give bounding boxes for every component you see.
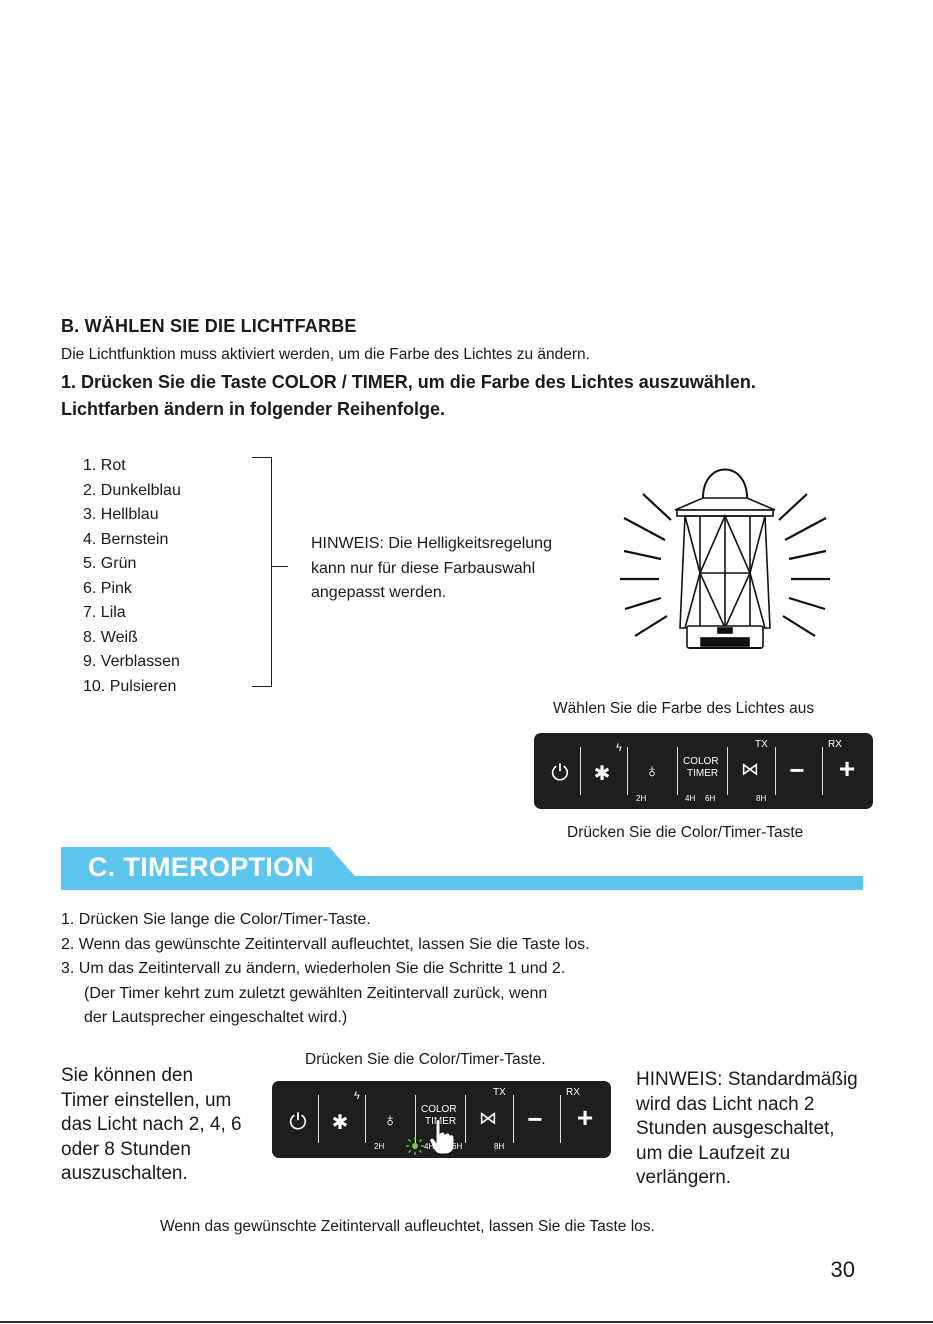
- rx-label: RX: [566, 1087, 580, 1098]
- tx-label: TX: [493, 1087, 506, 1098]
- flash-icon: ϟ: [354, 1090, 360, 1102]
- tx-label: TX: [755, 739, 768, 750]
- timer-2h-label: 2H: [636, 794, 647, 803]
- color-sequence-list: [83, 454, 181, 699]
- press-button-caption-2: Drücken Sie die Color/Timer-Taste.: [305, 1051, 546, 1068]
- power-icon[interactable]: ⏻: [551, 760, 569, 785]
- color-timer-label-1[interactable]: COLOR: [683, 756, 719, 767]
- divider: [775, 747, 776, 795]
- flash-icon: ϟ: [616, 742, 622, 754]
- control-panel-timer: [272, 1081, 611, 1158]
- timer-2h-label: 2H: [374, 1142, 385, 1151]
- timer-8h-label: 8H: [494, 1142, 505, 1151]
- list-item: 4. Bernstein: [83, 530, 169, 548]
- list-item: 3. Hellblau: [83, 506, 159, 523]
- light-bulb-icon[interactable]: ♁: [644, 761, 660, 782]
- list-item: 9. Verblassen: [83, 653, 180, 670]
- choose-color-caption: Wählen Sie die Farbe des Lichtes aus: [553, 700, 815, 717]
- list-item: 6. Pink: [83, 579, 132, 597]
- release-button-caption: Wenn das gewünschte Zeitintervall aufleuchtet, lassen Sie die Taste los.: [160, 1218, 655, 1235]
- page-number: 30: [830, 1257, 855, 1282]
- timer-6h-label: 6H: [705, 794, 716, 803]
- timer-8h-label: 8H: [756, 794, 767, 803]
- list-item: 10. Pulsieren: [83, 677, 177, 695]
- timer-steps: [61, 908, 590, 1031]
- timer-4h-label: 4H: [424, 1142, 435, 1151]
- list-item: der Lautsprecher eingeschaltet wird.): [84, 1009, 348, 1027]
- volume-down-button[interactable]: −: [527, 1104, 543, 1134]
- bracket-pointer: [272, 566, 288, 567]
- control-panel-color: [534, 733, 873, 809]
- color-timer-label-2[interactable]: TIMER: [687, 768, 719, 779]
- section-b-instruction: 1. Drücken Sie die Taste COLOR / TIMER, um die Farbe des Lichtes auszuwählen.: [61, 372, 756, 392]
- section-c-heading: C. TIMEROPTION: [88, 852, 315, 882]
- list-item: 1. Drücken Sie lange die Color/Timer-Taste.: [61, 911, 371, 928]
- divider: [318, 1095, 319, 1143]
- timer-info-text: Sie können den Timer einstellen, um das Licht nach 2, 4, 6 oder 8 Stunden auszuschalten.: [61, 1065, 242, 1184]
- divider: [365, 1095, 366, 1143]
- press-button-caption: Drücken Sie die Color/Timer-Taste: [567, 824, 804, 841]
- list-item: 1. Rot: [83, 457, 126, 474]
- divider: [560, 1095, 561, 1143]
- power-icon[interactable]: ⏻: [289, 1109, 307, 1134]
- bluetooth-icon[interactable]: ✱: [331, 1112, 349, 1134]
- color-timer-label-2[interactable]: TIMER: [425, 1116, 457, 1127]
- volume-down-button[interactable]: −: [789, 755, 805, 785]
- tws-pair-icon[interactable]: ⋈: [479, 1108, 497, 1128]
- rx-label: RX: [828, 739, 842, 750]
- divider: [580, 747, 581, 795]
- bluetooth-icon[interactable]: ✱: [593, 763, 611, 785]
- volume-up-button[interactable]: +: [576, 1102, 594, 1133]
- list-item: 3. Um das Zeitintervall zu ändern, wiederholen Sie die Schritte 1 und 2.: [61, 960, 566, 978]
- list-item: 7. Lila: [83, 604, 126, 621]
- divider: [727, 747, 728, 795]
- divider: [513, 1095, 514, 1143]
- brightness-note: HINWEIS: Die Helligkeitsregelung kann nur für diese Farbauswahl angepasst werden.: [311, 535, 552, 601]
- timer-4h-label: 4H: [685, 794, 696, 803]
- divider: [822, 747, 823, 795]
- list-item: 8. Weiß: [83, 628, 138, 646]
- divider: [415, 1095, 416, 1143]
- volume-up-button[interactable]: +: [838, 753, 856, 784]
- active-led-icon: [406, 1137, 424, 1155]
- tws-pair-icon[interactable]: ⋈: [741, 759, 759, 779]
- lantern-illustration: [615, 458, 835, 663]
- section-b-intro: Die Lichtfunktion muss aktiviert werden, um die Farbe des Lichtes zu ändern.: [61, 346, 590, 363]
- list-bracket: [252, 457, 272, 687]
- list-item: 2. Dunkelblau: [83, 481, 181, 499]
- list-item: 2. Wenn das gewünschte Zeitintervall aufleuchtet, lassen Sie die Taste los.: [61, 935, 590, 953]
- section-b-heading: B. WÄHLEN SIE DIE LICHTFARBE: [61, 316, 357, 336]
- divider: [627, 747, 628, 795]
- divider: [465, 1095, 466, 1143]
- light-bulb-icon[interactable]: ♁: [382, 1110, 398, 1131]
- list-item: 5. Grün: [83, 555, 137, 572]
- color-timer-label-1[interactable]: COLOR: [421, 1104, 457, 1115]
- page-bottom-rule: [0, 1321, 933, 1323]
- divider: [677, 747, 678, 795]
- default-timer-note: HINWEIS: Standardmäßig wird das Licht nach 2 Stunden ausgeschaltet, um die Laufzeit zu verlängern.: [636, 1069, 858, 1188]
- timer-6h-label: 6H: [452, 1142, 463, 1151]
- list-item: (Der Timer kehrt zum zuletzt gewählten Zeitintervall zurück, wenn: [84, 984, 548, 1002]
- section-b-sequence-note: Lichtfarben ändern in folgender Reihenfolge.: [61, 399, 446, 419]
